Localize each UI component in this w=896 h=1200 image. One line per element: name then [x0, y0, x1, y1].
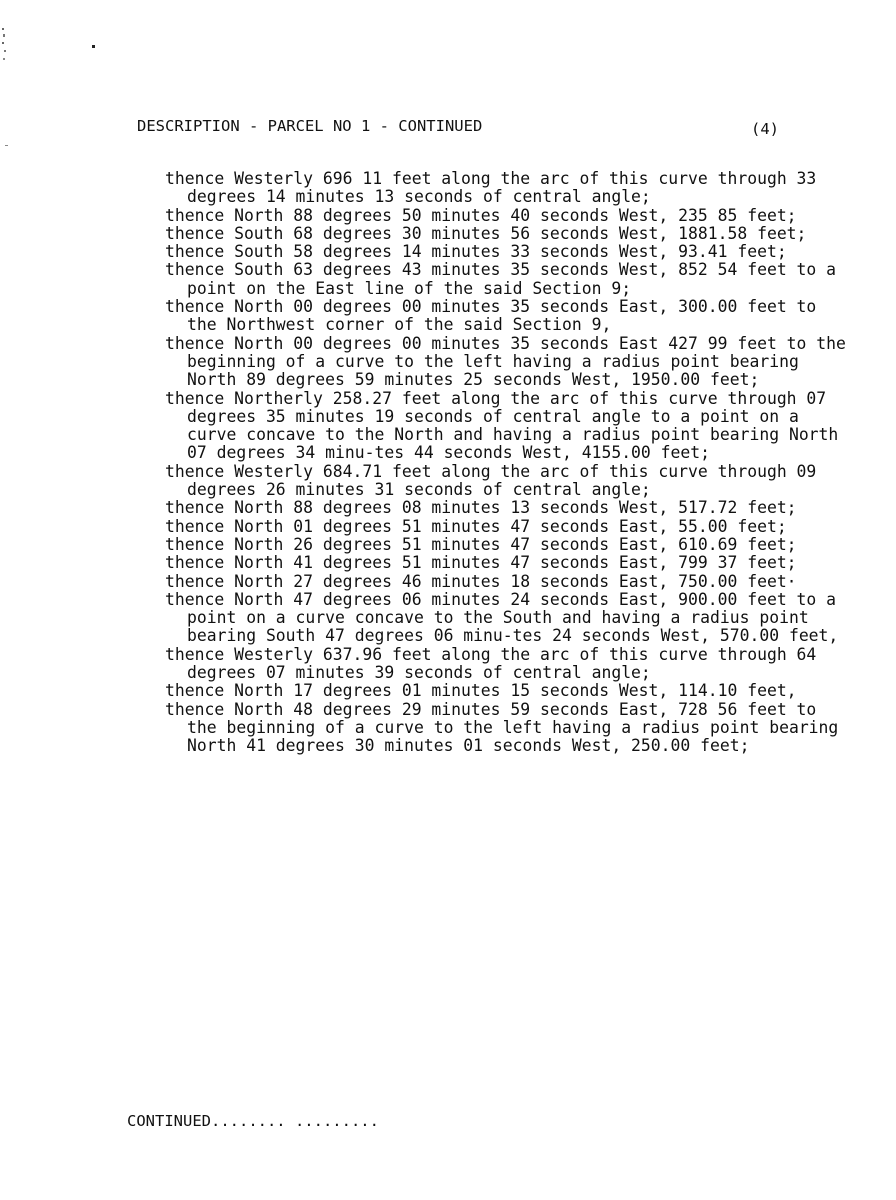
course-15: thence North 47 degrees 06 minutes 24 seconds East, 900.00 feet to a point on a curve concave to the South and having a radius point bearing South 47 degrees 06 minu-tes 24 seconds West, 570.00 feet,: [165, 589, 846, 646]
course-5: thence South 63 degrees 43 minutes 35 seconds West, 852 54 feet to a point on the East line of the said Section 9;: [165, 260, 846, 298]
course-8: thence Northerly 258.27 feet along the arc of this curve through 07 degrees 35 minutes 19 seconds of central angle to a point on a curve concave to the North and having a radius point bearing North 07 degrees 34 minu-tes 44 seconds West, 4155.00 feet;: [165, 388, 849, 463]
course-3: thence South 68 degrees 30 minutes 56 seconds West, 1881.58 feet;: [165, 223, 807, 243]
course-6: thence North 00 degrees 00 minutes 35 seconds East, 300.00 feet to the Northwest corner of the said Section 9,: [165, 297, 827, 335]
course-17: thence North 17 degrees 01 minutes 15 seconds West, 114.10 feet,: [165, 681, 797, 701]
course-2: thence North 88 degrees 50 minutes 40 seconds West, 235 85 feet;: [165, 205, 797, 225]
course-13: thence North 41 degrees 51 minutes 47 seconds East, 799 37 feet;: [165, 553, 797, 573]
course-7: thence North 00 degrees 00 minutes 35 seconds East 427 99 feet to the beginning of a curve to the left having a radius point bearing North 89 degrees 59 minutes 25 seconds West, 1950.00 feet;: [165, 333, 856, 390]
course-18: thence North 48 degrees 29 minutes 59 seconds East, 728 56 feet to the beginning of a curve to the left having a radius point bearing North 41 degrees 30 minutes 01 seconds West, 250.00 feet;: [165, 699, 849, 756]
course-11: thence North 01 degrees 51 minutes 47 seconds East, 55.00 feet;: [165, 516, 787, 536]
course-9: thence Westerly 684.71 feet along the arc of this curve through 09 degrees 26 minutes 31 seconds of central angle;: [165, 461, 827, 500]
page-number: (4): [751, 120, 779, 138]
course-4: thence South 58 degrees 14 minutes 33 seconds West, 93.41 feet;: [165, 242, 787, 262]
continued-footer: CONTINUED........ .........: [127, 1112, 379, 1130]
course-1: thence Westerly 696 11 feet along the arc of this curve through 33 degrees 14 minutes 13 seconds of central angle;: [165, 169, 827, 207]
courses-list: [165, 170, 855, 756]
course-10: thence North 88 degrees 08 minutes 13 seconds West, 517.72 feet;: [165, 498, 797, 518]
scan-dot: [92, 45, 95, 48]
course-16: thence Westerly 637.96 feet along the arc of this curve through 64 degrees 07 minutes 39 seconds of central angle;: [165, 644, 827, 683]
course-14: thence North 27 degrees 46 minutes 18 seconds East, 750.00 feet·: [165, 571, 797, 591]
course-12: thence North 26 degrees 51 minutes 47 seconds East, 610.69 feet;: [165, 534, 797, 554]
header-title: DESCRIPTION - PARCEL NO 1 - CONTINUED: [137, 117, 483, 135]
scan-speck-marks: [0, 0, 20, 160]
